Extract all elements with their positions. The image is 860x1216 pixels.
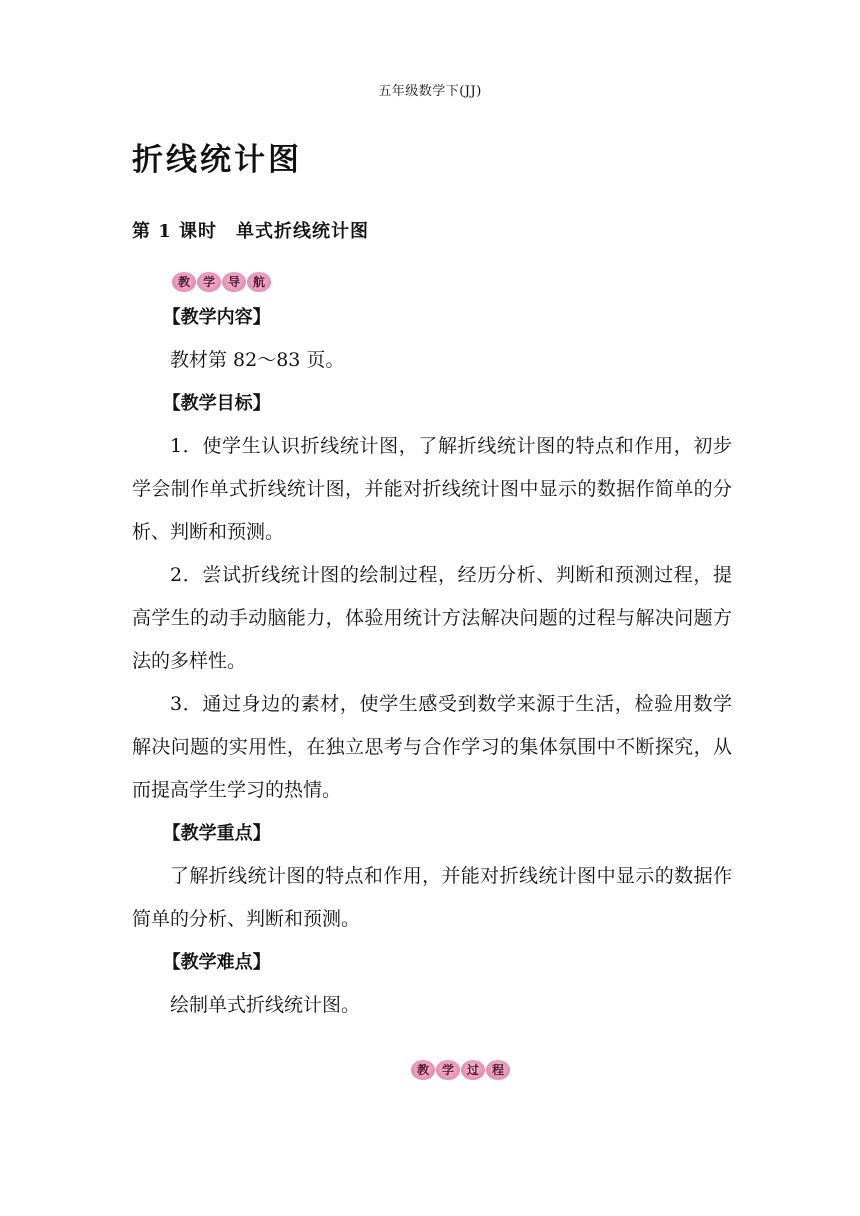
teaching-guide-badge [172,272,271,292]
badge-char: 航 [247,272,271,292]
key-text: 了解折线统计图的特点和作用，并能对折线统计图中显示的数据作简单的分析、判断和预测。 [132,865,732,930]
page-header: 五年级数学下(JJ) [378,84,482,99]
teaching-process-badge [411,1060,510,1080]
content-text: 教材第 82～83 页。 [170,349,345,371]
section-heading-difficulty: 【教学难点】 [162,952,271,973]
badge-char: 学 [436,1060,460,1080]
badge-char: 教 [172,272,196,292]
section-heading-goals: 【教学目标】 [162,393,271,414]
badge-char: 导 [222,272,246,292]
goal-item: 3．通过身边的素材，使学生感受到数学来源于生活，检验用数学解决问题的实用性，在独立思考与合作学习的集体氛围中不断探究，从而提高学生学习的热情。 [132,693,732,801]
badge-char: 程 [486,1060,510,1080]
difficulty-text: 绘制单式折线统计图。 [170,994,361,1016]
lesson-title: 第 1 课时 单式折线统计图 [132,221,370,242]
badge-char: 教 [411,1060,435,1080]
badge-char: 过 [461,1060,485,1080]
badge-char: 学 [197,272,221,292]
document-title: 折线统计图 [132,142,302,178]
goal-item: 1．使学生认识折线统计图，了解折线统计图的特点和作用，初步学会制作单式折线统计图，并能对折线统计图中显示的数据作简单的分析、判断和预测。 [132,435,732,543]
lesson-content [132,296,732,1027]
goal-item: 2．尝试折线统计图的绘制过程，经历分析、判断和预测过程，提高学生的动手动脑能力，体验用统计方法解决问题的过程与解决问题方法的多样性。 [132,564,732,672]
section-heading-key: 【教学重点】 [162,823,271,844]
section-heading-content: 【教学内容】 [162,307,271,328]
